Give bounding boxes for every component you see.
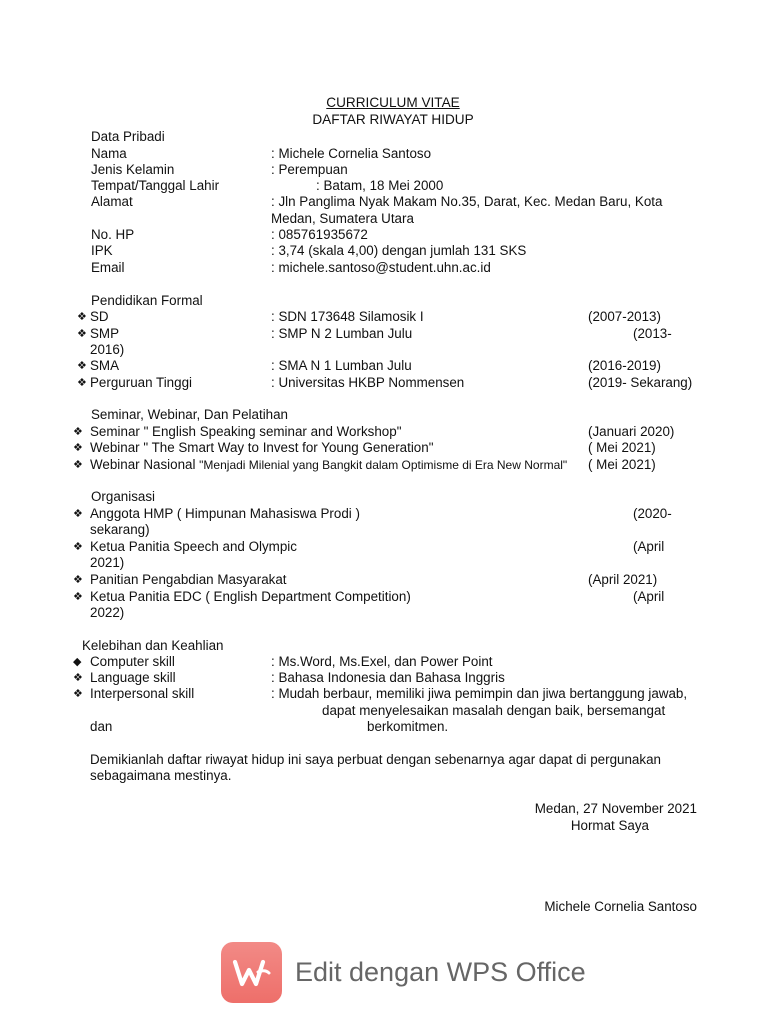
skill-value: : Mudah berbaur, memiliki jiwa pemimpin dan jiwa bertanggung jawab,: [271, 686, 688, 701]
cv-subtitle: DAFTAR RIWAYAT HIDUP: [312, 112, 474, 127]
skill-label: Interpersonal skill: [90, 686, 195, 701]
education-school: : SDN 173648 Silamosik I: [271, 309, 424, 324]
organization-date-continued: sekarang): [90, 522, 150, 537]
personal-value-continued: Medan, Sumatera Utara: [271, 211, 414, 226]
education-years: (2007-2013): [588, 309, 661, 324]
seminar-item-title-small: "Menjadi Milenial yang Bangkit dalam Optimisme di Era New Normal": [199, 458, 568, 472]
diamond-bullet-icon: ❖: [73, 688, 83, 700]
closing-statement: Demikianlah daftar riwayat hidup ini saya perbuat dengan sebenarnya agar dapat di pergunakan: [90, 752, 661, 767]
diamond-bullet-icon: ❖: [73, 591, 83, 603]
seminar-item-text: Webinar Nasional: [90, 457, 200, 472]
personal-value: : Perempuan: [271, 162, 348, 177]
education-school: : SMA N 1 Lumban Julu: [271, 358, 412, 373]
diamond-bullet-icon: ❖: [73, 574, 83, 586]
signature-name: Michele Cornelia Santoso: [544, 899, 697, 914]
organization-item: Ketua Panitia Speech and Olympic: [90, 539, 297, 554]
diamond-bullet-icon: ❖: [73, 672, 83, 684]
diamond-bullet-icon: ❖: [77, 311, 87, 323]
diamond-bullet-icon: ❖: [73, 508, 83, 520]
seminar-date: (Januari 2020): [588, 424, 675, 439]
personal-value: : 3,74 (skala 4,00) dengan jumlah 131 SKS: [271, 243, 527, 258]
education-years-continued: 2016): [90, 342, 125, 357]
organization-item: Anggota HMP ( Himpunan Mahasiswa Prodi ): [90, 506, 360, 521]
diamond-bullet-icon: ❖: [73, 442, 83, 454]
organization-date: (2020-: [633, 506, 672, 521]
organization-date: (April: [633, 539, 665, 554]
education-school: : Universitas HKBP Nommensen: [271, 375, 465, 390]
personal-label: Tempat/Tanggal Lahir: [91, 178, 220, 193]
education-level: Perguruan Tinggi: [90, 375, 192, 390]
personal-label: Email: [91, 260, 125, 275]
organization-date-continued: 2022): [90, 605, 125, 620]
seminar-date: ( Mei 2021): [588, 457, 656, 472]
skill-value-continued: berkomitmen.: [367, 719, 449, 734]
diamond-bullet-icon: ❖: [73, 541, 83, 553]
diamond-bullet-icon: ❖: [73, 426, 83, 438]
education-years: (2016-2019): [588, 358, 661, 373]
personal-label: IPK: [91, 243, 113, 258]
organization-date: (April 2021): [588, 572, 658, 587]
organization-item: Panitian Pengabdian Masyarakat: [90, 572, 287, 587]
education-years: (2013-: [633, 326, 672, 341]
skill-value-continued: dan: [90, 719, 113, 734]
wps-edit-link[interactable]: Edit dengan WPS Office: [295, 957, 586, 987]
organization-item: Ketua Panitia EDC ( English Department Competition): [90, 589, 411, 604]
signature-greeting: Hormat Saya: [570, 818, 649, 833]
section-heading-organizations: Organisasi: [91, 489, 156, 504]
section-heading-seminars: Seminar, Webinar, Dan Pelatihan: [91, 407, 289, 422]
organization-date-continued: 2021): [90, 555, 125, 570]
diamond-bullet-icon: ❖: [77, 328, 87, 340]
personal-value: : Jln Panglima Nyak Makam No.35, Darat, Kec. Medan Baru, Kota: [271, 194, 663, 209]
personal-value: : michele.santoso@student.uhn.ac.id: [271, 260, 491, 275]
skill-value: : Ms.Word, Ms.Exel, dan Power Point: [271, 654, 493, 669]
seminar-date: ( Mei 2021): [588, 440, 656, 455]
education-years: (2019- Sekarang): [588, 375, 693, 390]
wps-office-icon[interactable]: [221, 942, 282, 1003]
skill-value-continued: dapat menyelesaikan masalah dengan baik, bersemangat: [322, 703, 666, 718]
closing-statement-continued: sebagaimana mestinya.: [90, 768, 232, 783]
signature-place-date: Medan, 27 November 2021: [534, 801, 697, 816]
solid-diamond-bullet-icon: ◆: [73, 656, 82, 668]
education-school: : SMP N 2 Lumban Julu: [271, 326, 413, 341]
wps-logo-icon: [221, 942, 282, 1003]
section-heading-education: Pendidikan Formal: [91, 293, 203, 308]
education-level: SD: [90, 309, 109, 324]
personal-value: : Michele Cornelia Santoso: [271, 146, 432, 161]
personal-label: Nama: [91, 146, 127, 161]
cv-title: CURRICULUM VITAE: [326, 95, 460, 110]
skill-value: : Bahasa Indonesia dan Bahasa Inggris: [271, 670, 505, 685]
skill-label: Computer skill: [90, 654, 175, 669]
personal-label: No. HP: [91, 227, 135, 242]
education-level: SMP: [90, 326, 120, 341]
personal-value: : Batam, 18 Mei 2000: [316, 178, 444, 193]
section-heading-skills: Kelebihan dan Keahlian: [82, 638, 224, 653]
seminar-item: Seminar " English Speaking seminar and Workshop": [90, 424, 402, 439]
diamond-bullet-icon: ❖: [77, 377, 87, 389]
section-heading-personal: Data Pribadi: [91, 129, 165, 144]
personal-label: Jenis Kelamin: [91, 162, 175, 177]
seminar-item: [90, 457, 567, 473]
personal-value: : 085761935672: [271, 227, 368, 242]
education-level: SMA: [90, 358, 120, 373]
personal-label: Alamat: [91, 194, 133, 209]
seminar-item: Webinar " The Smart Way to Invest for Young Generation": [90, 440, 434, 455]
diamond-bullet-icon: ❖: [77, 360, 87, 372]
organization-date: (April: [633, 589, 665, 604]
diamond-bullet-icon: ❖: [73, 459, 83, 471]
skill-label: Language skill: [90, 670, 176, 685]
